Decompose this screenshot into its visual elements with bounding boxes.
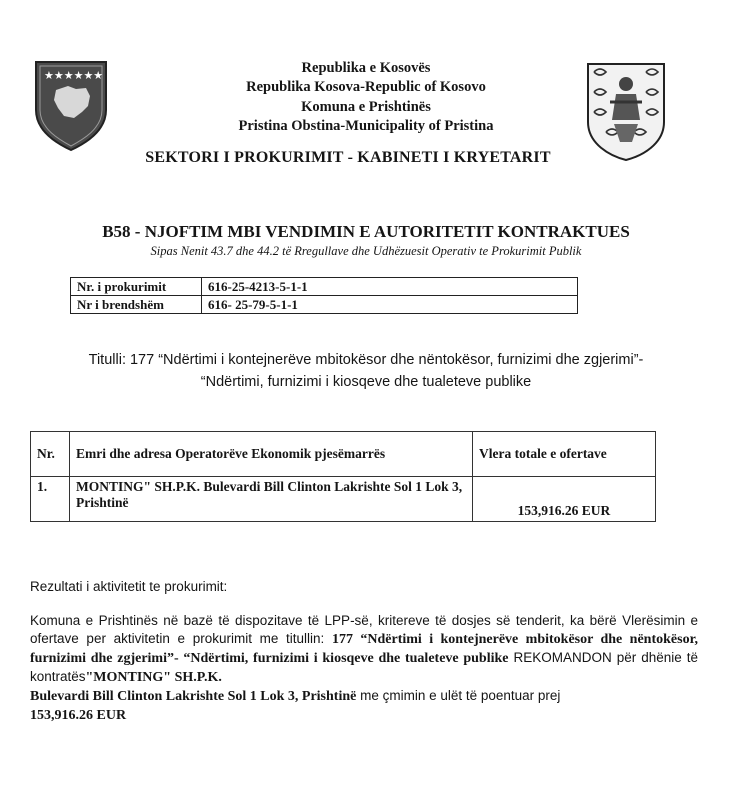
result-paragraph — [30, 612, 698, 725]
sector-title: SEKTORI I PROKURIMIT - KABINETI I KRYETARIT — [145, 149, 551, 166]
result-text-intro: Komuna e Prishtinës në bazë të dispozitave të LPP-së, kritereve të dosjes së tenderit, ka bërë Vlerësimin e ofertave per aktivitetin e prokurimit me titullin: — [30, 613, 698, 646]
internal-number-value: 616- 25-79-5-1-1 — [202, 296, 578, 314]
offers-table — [30, 431, 656, 522]
procurement-number-value: 616-25-4213-5-1-1 — [202, 278, 578, 296]
result-title-bold: 177 “Ndërtimi i kontejnerëve mbitokësor dhe nëntokësor, furnizimi dhe zgjerimi”- “Ndërtimi, furnizimi i kiosqeve dhe tualeteve publike — [30, 632, 699, 666]
offer-operator: MONTING" SH.P.K. Bulevardi Bill Clinton Lakrishte Sol 1 Lok 3, Prishtinë — [70, 477, 473, 522]
document-subtitle: Sipas Nenit 43.7 dhe 44.2 të Rregullave dhe Udhëzuesit Operativ te Prokurimit Publik — [150, 244, 582, 258]
header-municipality-albanian: Komuna e Prishtinës — [301, 99, 431, 115]
result-company-bold: "MONTING" SH.P.K. — [85, 670, 222, 685]
reference-table — [70, 277, 578, 314]
subject-line-1: Titulli: 177 “Ndërtimi i kontejnerëve mbitokësor dhe nëntokësor, furnizimi dhe zgjerimi”- — [88, 352, 644, 368]
column-header-nr: Nr. — [31, 432, 70, 477]
result-heading: Rezultati i aktivitetit te prokurimit: — [30, 579, 228, 594]
table-row — [71, 296, 578, 314]
table-header-row — [31, 432, 656, 477]
header-municipality-multilingual: Pristina Obstina-Municipality of Pristina — [238, 118, 494, 134]
document-title: B58 - NJOFTIM MBI VENDIMIN E AUTORITETIT KONTRAKTUES — [102, 222, 630, 241]
table-row — [31, 477, 656, 522]
subject-line-2: “Ndërtimi, furnizimi i kiosqeve dhe tualeteve publike — [200, 374, 532, 390]
svg-text:★★★★★★: ★★★★★★ — [44, 69, 104, 82]
header-republic-multilingual: Republika Kosova-Republic of Kosovo — [246, 79, 486, 95]
column-header-operator: Emri dhe adresa Operatorëve Ekonomik pjesëmarrës — [70, 432, 473, 477]
result-text-recommend: REKOMANDON për dhënie të kontratës — [30, 650, 698, 684]
result-text-price: me çmimin e ulët të poentuar prej — [356, 688, 561, 703]
header-republic-albanian: Republika e Kosovës — [301, 60, 431, 76]
offer-value: 153,916.26 EUR — [473, 477, 656, 522]
internal-number-label: Nr i brendshëm — [71, 296, 202, 314]
column-header-total-value: Vlera totale e ofertave — [473, 432, 656, 477]
result-amount-bold: 153,916.26 EUR — [30, 708, 127, 723]
offer-nr: 1. — [31, 477, 70, 522]
result-address-bold: Bulevardi Bill Clinton Lakrishte Sol 1 Lok 3, Prishtinë — [30, 689, 357, 704]
procurement-number-label: Nr. i prokurimit — [71, 278, 202, 296]
table-row — [71, 278, 578, 296]
